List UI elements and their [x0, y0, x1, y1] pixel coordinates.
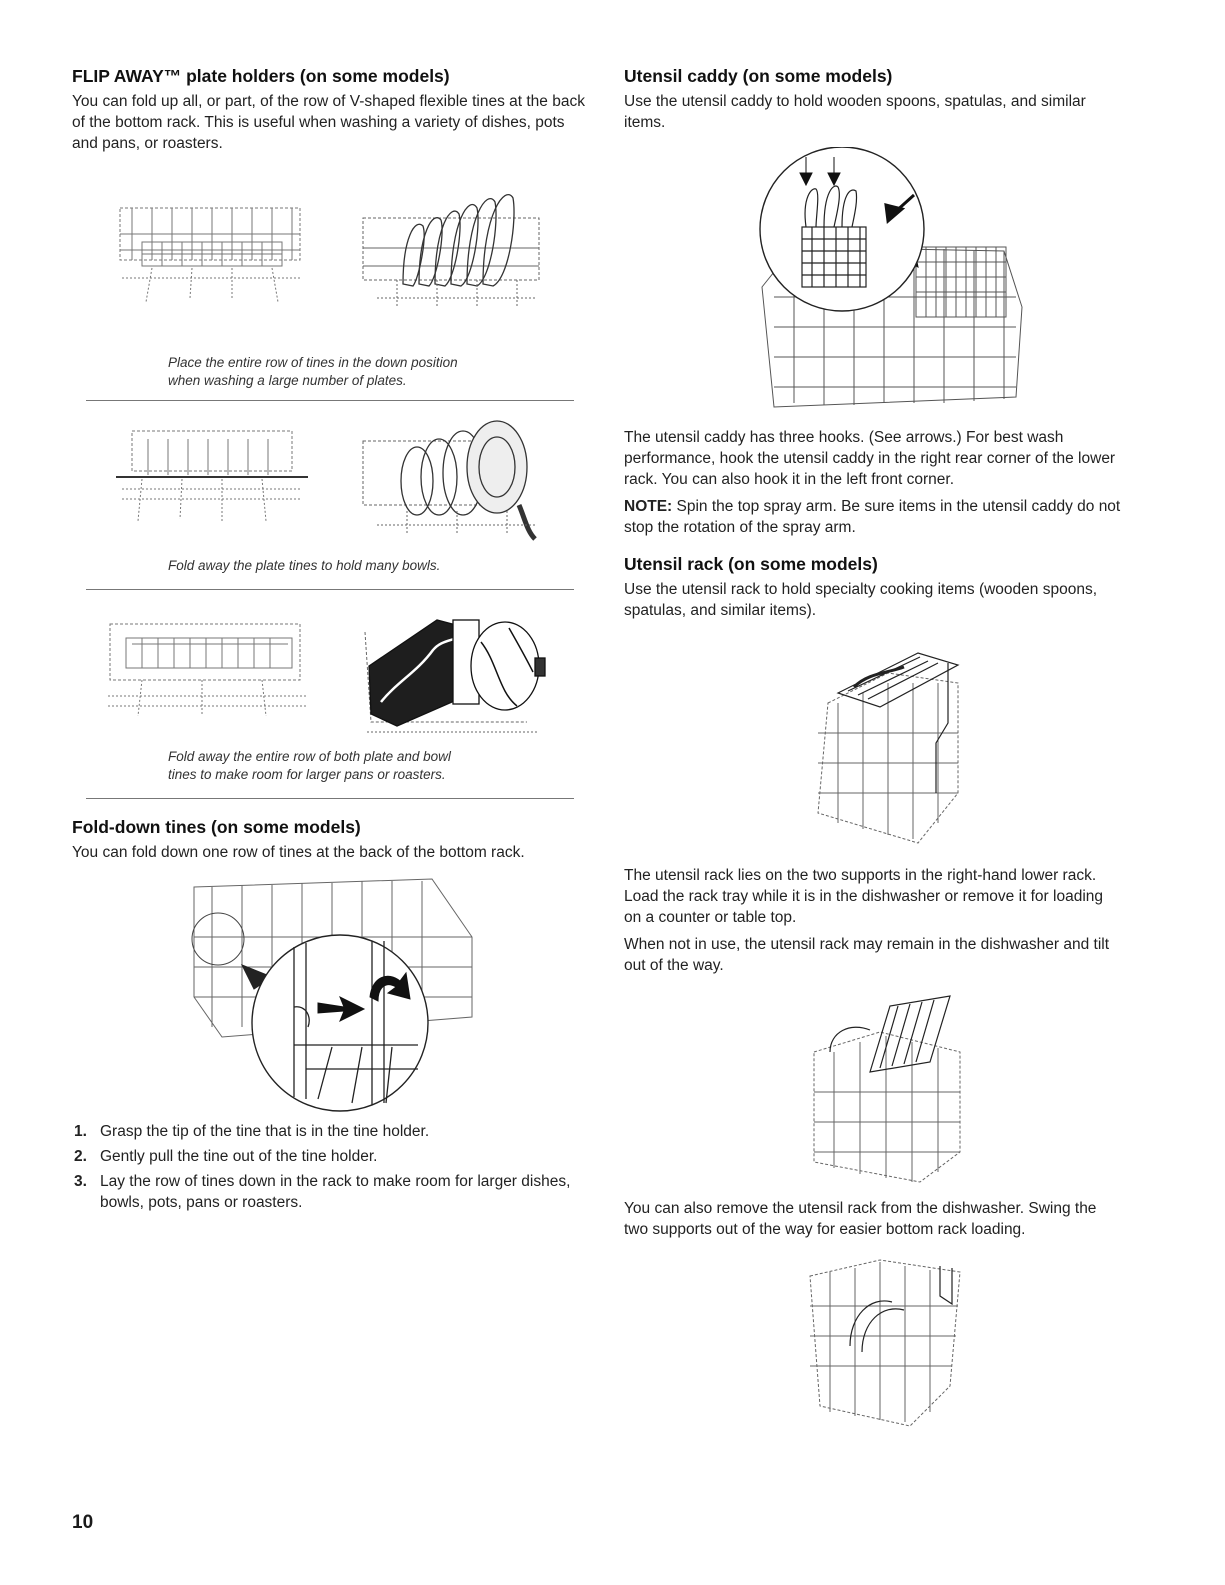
rack-roaster-illustration [357, 602, 547, 742]
figure-utensil-rack-2 [624, 992, 1124, 1198]
divider [86, 798, 574, 799]
rack-plates-illustration [357, 178, 547, 318]
utensil-rack-body4: You can also remove the utensil rack from the dishwasher. Swing the two supports out of the way for easier bottom rack loading. [624, 1200, 1097, 1238]
flip-away-body: You can fold up all, or part, of the row of V-shaped flexible tines at the back of the bottom rack. This is useful when washing a variety of dishes, pots and pans, or roasters. [72, 93, 585, 152]
utensil-rack-heading: Utensil rack (on some models) [624, 554, 878, 574]
left-column [72, 66, 587, 1217]
rack-all-tines-folded-illustration [102, 616, 312, 726]
step-item [72, 1121, 587, 1142]
note-text: Spin the top spray arm. Be sure items in the utensil caddy do not stop the rotation of the spray arm. [624, 498, 1121, 536]
figure-row-plates [72, 178, 587, 354]
utensil-caddy-body2: The utensil caddy has three hooks. (See arrows.) For best wash performance, hook the utensil caddy in the right rear corner of the lower rack. You can also hook it in the left front corner. [624, 429, 1116, 488]
step-item [72, 1146, 587, 1167]
caption-roasters: Fold away the entire row of both plate and bowl tines to make room for larger pans or roasters. [168, 749, 451, 782]
figure-row-roasters [72, 602, 587, 748]
rack-bowls-illustration [357, 415, 547, 545]
caption-plates: Place the entire row of tines in the down position when washing a large number of plates. [168, 355, 458, 388]
step-number: 1. [74, 1123, 87, 1140]
page-number: 10 [72, 1512, 94, 1533]
utensil-caddy-note [624, 496, 1124, 538]
figure-utensil-rack-3 [624, 1256, 1124, 1436]
utensil-rack-body3: When not in use, the utensil rack may remain in the dishwasher and tilt out of the way. [624, 936, 1110, 974]
utensil-caddy-heading: Utensil caddy (on some models) [624, 66, 893, 86]
caption-bowls: Fold away the plate tines to hold many bowls. [168, 558, 441, 573]
divider [86, 400, 574, 401]
fold-down-steps [72, 1121, 587, 1213]
divider [86, 589, 574, 590]
utensil-rack-illustration [808, 643, 968, 853]
utensil-rack-tilted-illustration [800, 992, 970, 1192]
step-text: Gently pull the tine out of the tine holder. [100, 1148, 378, 1165]
utensil-caddy-body: Use the utensil caddy to hold wooden spoons, spatulas, and similar items. [624, 93, 1086, 131]
rack-supports-illustration [800, 1256, 970, 1436]
figure-row-bowls [72, 415, 587, 557]
fold-down-heading: Fold-down tines (on some models) [72, 817, 361, 837]
step-text: Lay the row of tines down in the rack to make room for larger dishes, bowls, pots, pans or roasters. [100, 1173, 571, 1211]
fold-down-tine-illustration [182, 877, 482, 1117]
flip-away-heading: FLIP AWAY™ plate holders (on some models) [72, 66, 450, 86]
utensil-rack-body: Use the utensil rack to hold specialty cooking items (wooden spoons, spatulas, and similar items). [624, 581, 1097, 619]
fold-down-body: You can fold down one row of tines at the back of the bottom rack. [72, 844, 525, 861]
step-item [72, 1171, 587, 1213]
rack-tines-folded-illustration [112, 425, 312, 535]
figure-utensil-rack-1 [624, 643, 1124, 865]
right-column [624, 66, 1124, 1436]
step-number: 3. [74, 1173, 87, 1190]
utensil-caddy-illustration [754, 147, 1024, 417]
figure-utensil-caddy [624, 147, 1124, 427]
utensil-rack-body2: The utensil rack lies on the two supports in the right-hand lower rack. Load the rack tray while it is in the dishwasher or remove it for loading on a counter or table top. [624, 867, 1104, 926]
step-number: 2. [74, 1148, 87, 1165]
figure-fold-down [72, 877, 587, 1117]
note-label: NOTE: [624, 498, 673, 515]
rack-tines-down-illustration [112, 198, 312, 318]
step-text: Grasp the tip of the tine that is in the tine holder. [100, 1123, 430, 1140]
